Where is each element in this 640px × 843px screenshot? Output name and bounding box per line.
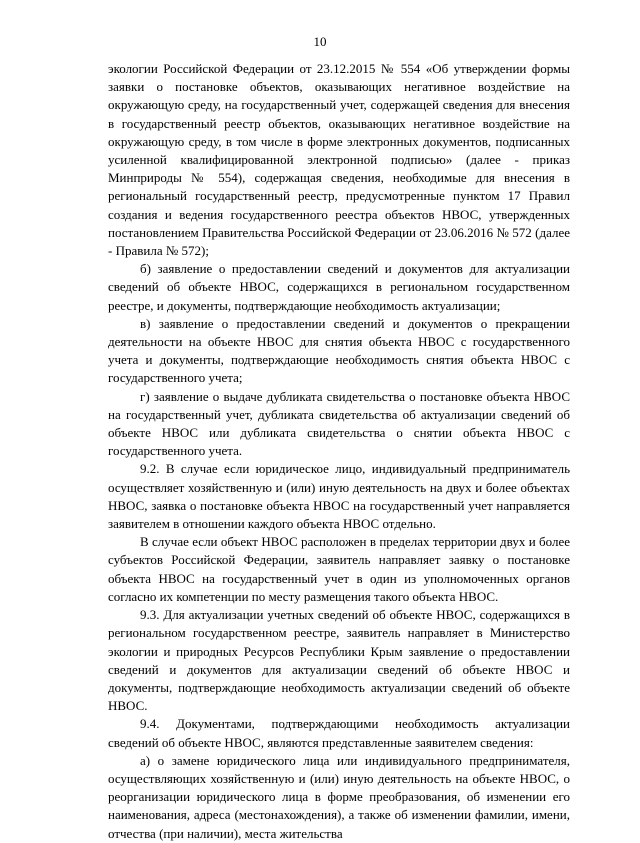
page-number: 10 xyxy=(313,34,327,49)
paragraph: 9.4. Документами, подтверждающими необходимость актуализации сведений об объекте НВОС, являются представленные заявителем сведения: xyxy=(108,716,570,750)
paragraph: В случае если объект НВОС расположен в пределах территории двух и более субъектов Российской Федерации, заявитель направляет заявку о постановке объекта НВОС на государственный учет в один из уполномоченных органов согласно их компетенции по месту размещения такого объекта НВОС. xyxy=(108,534,570,604)
paragraph: 9.2. В случае если юридическое лицо, индивидуальный предприниматель осуществляет хозяйственную и (или) иную деятельность на двух и более объектах НВОС, заявка о постановке объекта НВОС на государственный учет направляется заявителем в отношении каждого объекта НВОС отдельно. xyxy=(108,461,570,532)
paragraph: в) заявление о предоставлении сведений и документов о прекращении деятельности на объекте НВОС для снятия объекта НВОС с государственного учета и документы, подтверждающие необходимость снятия объекта НВОС с государственного учета; xyxy=(108,315,570,386)
paragraph: а) о замене юридического лица или индивидуального предпринимателя, осуществляющих хозяйственную и (или) иную деятельность на объекте НВОС, о реорганизации юридического лица в форме преобразования, об изменении его наименования, адреса (местонахождения), а также об изменении фамилии, имени, отчества (при наличии), места жительства xyxy=(108,752,570,841)
paragraph: г) заявление о выдаче дубликата свидетельства о постановке объекта НВОС на государственный учет, дубликата свидетельства об актуализации сведений об объекте НВОС или дубликата свидетельства о снятии объекта НВОС с государственного учета. xyxy=(108,388,570,459)
paragraph: 9.3. Для актуализации учетных сведений об объекте НВОС, содержащихся в региональном государственном реестре, заявитель направляет в Министерство экологии и природных Ресурсов Республики Крым заявление о предоставлении сведений и документов для актуализации сведений об объекте НВОС и документы, подтверждающие необходимость актуализации сведений об объекте НВОС. xyxy=(108,607,570,714)
paragraph: экологии Российской Федерации от 23.12.2015 № 554 «Об утверждении формы заявки о постановке объектов, оказывающих негативное воздействие на окружающую среду, на государственный учет, содержащей сведения для внесения в государственный реестр объектов, оказывающих негативное воздействие на окружающую среду, в том числе в форме электронных документов, подписанных усиленной квалифицированной электронной подписью» (далее - приказ Минприроды № 554), содержащая сведения, необходимые для внесения в региональный государственный реестр, предусмотренные пунктом 17 Правил создания и ведения государственного реестра объектов НВОС, утвержденных постановлением Правительства Российской Федерации от 23.06.2016 № 572 (далее - Правила № 572); xyxy=(108,61,570,259)
paragraph: б) заявление о предоставлении сведений и документов для актуализации сведений об объекте НВОС, содержащихся в региональном государственном реестре, и документы, подтверждающие необходимость актуализации; xyxy=(108,261,570,313)
document-body xyxy=(108,60,570,843)
